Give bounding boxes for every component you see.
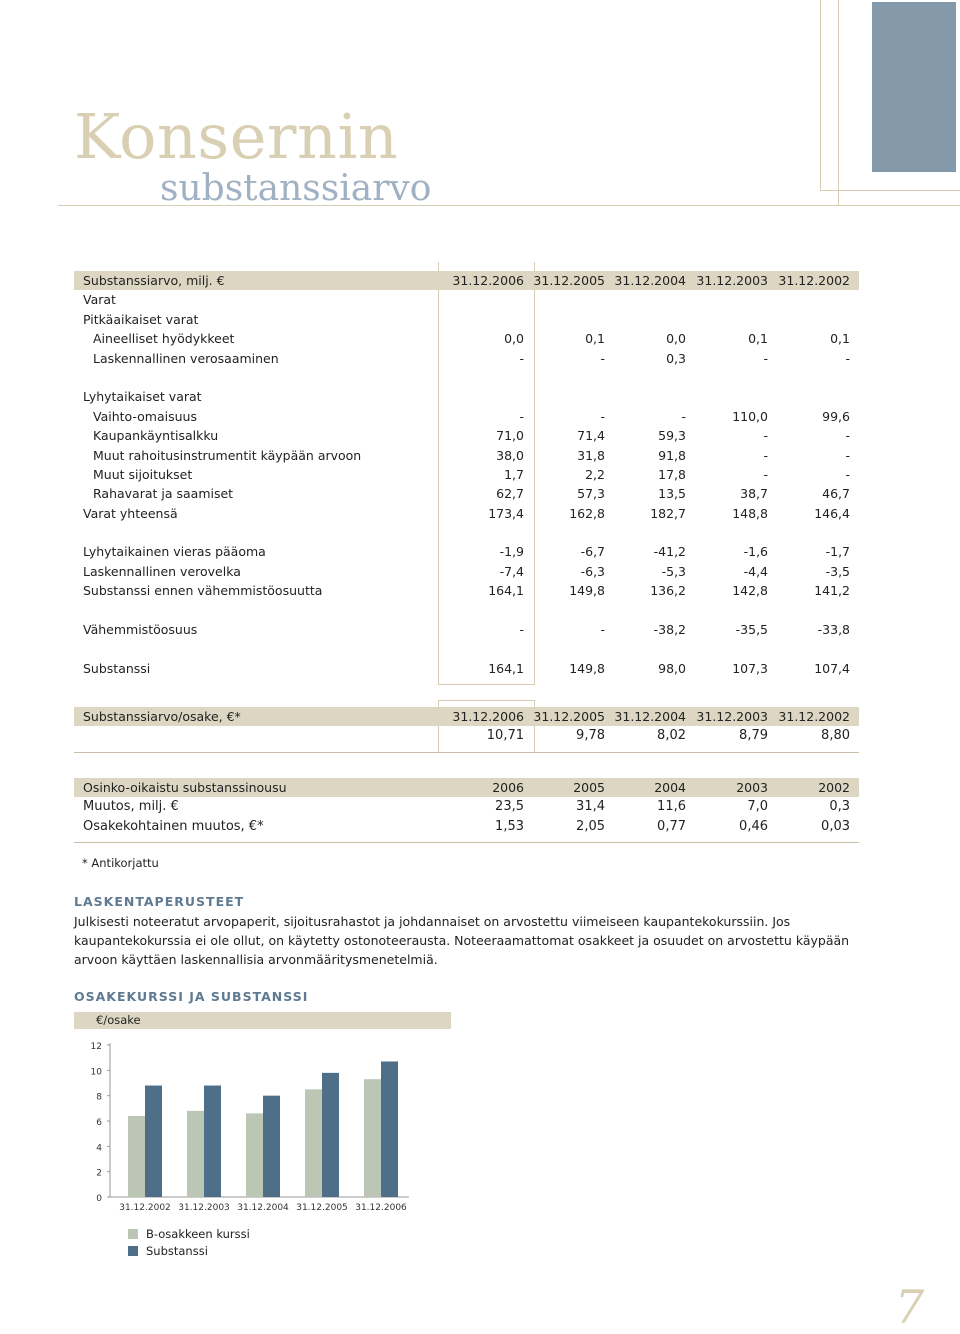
cell-value: -33,8 (817, 622, 850, 638)
bar-share-price (246, 1113, 263, 1197)
header-col: 31.12.2003 (696, 273, 768, 288)
table-row (74, 484, 859, 503)
cell-value: 149,8 (569, 660, 605, 676)
row-label: Laskennallinen verovelka (83, 563, 241, 579)
cell-value: - (845, 466, 850, 482)
header-col: 2004 (654, 780, 686, 795)
row-label: Lyhytaikaiset varat (83, 389, 202, 405)
header-col: 2003 (736, 780, 768, 795)
table-row (74, 504, 859, 523)
decor-line (438, 700, 535, 701)
header-col: 31.12.2004 (614, 273, 686, 288)
dividend-table (74, 778, 859, 836)
cell-value: - (519, 622, 524, 638)
header-col: 31.12.2003 (696, 709, 768, 724)
table-row (74, 620, 859, 639)
header-col: 2005 (573, 780, 605, 795)
cell-value: - (600, 622, 605, 638)
table-row (74, 797, 859, 816)
cell-value: 0,1 (585, 331, 605, 347)
header-col: 31.12.2006 (452, 709, 524, 724)
cell-value: 71,0 (496, 428, 524, 444)
cell-value: 146,4 (814, 505, 850, 521)
decor-line (838, 205, 960, 206)
legend-swatch (128, 1229, 138, 1239)
section-heading: LASKENTAPERUSTEET (74, 894, 245, 909)
spacer (74, 523, 859, 542)
x-tick-label: 31.12.2003 (178, 1203, 230, 1213)
y-tick-label: 8 (96, 1092, 102, 1103)
table-row (74, 542, 859, 561)
x-tick-label: 31.12.2002 (119, 1203, 171, 1213)
cell-value: - (519, 408, 524, 424)
cell-value: -1,9 (499, 544, 524, 560)
cell-value: 38,0 (496, 447, 524, 463)
table-row (74, 817, 859, 836)
cell-value: 107,4 (814, 660, 850, 676)
section-text: Julkisesti noteeratut arvopaperit, sijoitusrahastot ja johdannaiset on arvostettu viimeiseen kaupantekokurssiin. Jos kaupantekokurssia ei ole ollut, on käytetty ostonoteerausta. Noteeraamattomat osakkeet ja osuudet on arvostettu käypään arvoon käyttäen laskennallisia arvonmääritysmenetelmiä. (74, 914, 850, 967)
cell-value: 136,2 (650, 583, 686, 599)
table-row (74, 465, 859, 484)
decor-line (820, 0, 821, 190)
per-share-table (74, 707, 859, 746)
cell-value: - (763, 350, 768, 366)
cell-value: 10,71 (486, 728, 524, 744)
cell-value: 2,05 (576, 818, 605, 834)
spacer (74, 601, 859, 620)
cell-value: -38,2 (653, 622, 686, 638)
cell-value: 142,8 (732, 583, 768, 599)
cell-value: 17,8 (658, 466, 686, 482)
row-label: Vaihto-omaisuus (93, 408, 197, 424)
cell-value: - (763, 428, 768, 444)
chart-section-heading: OSAKEKURSSI JA SUBSTANSSI (74, 989, 309, 1004)
header-col: 31.12.2004 (614, 709, 686, 724)
cell-value: - (845, 447, 850, 463)
cell-value: 0,0 (504, 331, 524, 347)
bar-share-price (128, 1116, 145, 1197)
y-tick-label: 2 (96, 1168, 102, 1179)
bar-substance (263, 1096, 280, 1197)
row-label: Lyhytaikainen vieras pääoma (83, 544, 266, 560)
cell-value: 1,7 (504, 466, 524, 482)
table-row (74, 562, 859, 581)
cell-value: 141,2 (814, 583, 850, 599)
cell-value: -6,3 (580, 563, 605, 579)
cell-value: 110,0 (732, 408, 768, 424)
decor-line (438, 684, 535, 685)
cell-value: 98,0 (658, 660, 686, 676)
cell-value: 0,1 (830, 331, 850, 347)
cell-value: -6,7 (580, 544, 605, 560)
table-row (74, 446, 859, 465)
table-row (74, 387, 859, 406)
cell-value: 59,3 (658, 428, 686, 444)
cell-value: 71,4 (577, 428, 605, 444)
table-row (74, 290, 859, 309)
cell-value: 107,3 (732, 660, 768, 676)
cell-value: 11,6 (657, 799, 686, 815)
cell-value: -3,5 (825, 563, 850, 579)
row-label: Muutos, milj. € (83, 799, 179, 815)
table-row (74, 726, 859, 745)
bar-share-price (305, 1089, 322, 1197)
x-tick-label: 31.12.2005 (296, 1203, 348, 1213)
cell-value: 0,77 (657, 818, 686, 834)
table-header (74, 707, 859, 726)
header-col: 31.12.2006 (452, 273, 524, 288)
bar-substance (204, 1086, 221, 1197)
row-label: Substanssi ennen vähemmistöosuutta (83, 583, 323, 599)
cell-value: 7,0 (747, 799, 768, 815)
table-row (74, 426, 859, 445)
cell-value: 1,53 (495, 818, 524, 834)
cell-value: 162,8 (569, 505, 605, 521)
decor-blue-square (872, 2, 956, 172)
table-row (74, 407, 859, 426)
cell-value: 0,0 (666, 331, 686, 347)
legend-swatch (128, 1246, 138, 1256)
cell-value: 99,6 (822, 408, 850, 424)
header-label: Osinko-oikaistu substanssinousu (83, 780, 287, 795)
table-row (74, 349, 859, 368)
row-label: Rahavarat ja saamiset (93, 486, 234, 502)
bar-share-price (187, 1111, 204, 1197)
cell-value: 2,2 (585, 466, 605, 482)
cell-value: 9,78 (576, 728, 605, 744)
header-col: 31.12.2002 (778, 709, 850, 724)
header-col: 2006 (492, 780, 524, 795)
decor-line (838, 0, 839, 205)
header-label: Substanssiarvo, milj. € (83, 273, 225, 288)
table-row (74, 659, 859, 678)
cell-value: 182,7 (650, 505, 686, 521)
table-row (74, 581, 859, 600)
cell-value: 23,5 (495, 799, 524, 815)
cell-value: - (845, 428, 850, 444)
header-col: 2002 (818, 780, 850, 795)
row-label: Vähemmistöosuus (83, 622, 198, 638)
cell-value: 0,46 (739, 818, 768, 834)
spacer (74, 639, 859, 658)
cell-value: - (763, 466, 768, 482)
substance-table (74, 271, 859, 678)
legend-label: B-osakkeen kurssi (146, 1227, 250, 1241)
row-label: Aineelliset hyödykkeet (93, 331, 235, 347)
row-label: Varat yhteensä (83, 505, 178, 521)
cell-value: 149,8 (569, 583, 605, 599)
y-tick-label: 12 (90, 1042, 102, 1052)
table-header (74, 271, 859, 290)
table-row (74, 329, 859, 348)
cell-value: -1,6 (743, 544, 768, 560)
page-subtitle: substanssiarvo (160, 168, 432, 209)
table-row (74, 310, 859, 329)
cell-value: 173,4 (488, 505, 524, 521)
legend-item (128, 1227, 250, 1241)
spacer (74, 368, 859, 387)
cell-value: -1,7 (825, 544, 850, 560)
cell-value: 148,8 (732, 505, 768, 521)
cell-value: 62,7 (496, 486, 524, 502)
decor-line (820, 190, 960, 191)
chart-title: €/osake (96, 1013, 141, 1027)
cell-value: 57,3 (577, 486, 605, 502)
divider (74, 752, 859, 753)
page-number: 7 (895, 1280, 925, 1334)
cell-value: -4,4 (743, 563, 768, 579)
header-label: Substanssiarvo/osake, €* (83, 709, 241, 724)
cell-value: - (600, 408, 605, 424)
row-label: Pitkäaikaiset varat (83, 311, 199, 327)
row-label: Muut rahoitusinstrumentit käypään arvoon (93, 447, 362, 463)
header-col: 31.12.2005 (533, 273, 605, 288)
row-label: Osakekohtainen muutos, €* (83, 818, 264, 834)
bar-substance (322, 1073, 339, 1197)
cell-value: 8,79 (739, 728, 768, 744)
bar-substance (381, 1061, 398, 1197)
row-label: Kaupankäyntisalkku (93, 428, 219, 444)
x-tick-label: 31.12.2004 (237, 1203, 289, 1213)
cell-value: 8,02 (657, 728, 686, 744)
cell-value: -41,2 (653, 544, 686, 560)
row-label: Laskennallinen verosaaminen (93, 350, 279, 366)
cell-value: 0,3 (666, 350, 686, 366)
y-tick-label: 6 (96, 1118, 102, 1128)
cell-value: 0,03 (821, 818, 850, 834)
cell-value: - (845, 350, 850, 366)
cell-value: - (763, 447, 768, 463)
chart-title-bar (74, 1012, 451, 1029)
legend-item (128, 1244, 208, 1258)
cell-value: 8,80 (821, 728, 850, 744)
header-col: 31.12.2002 (778, 273, 850, 288)
bar-chart (60, 1030, 460, 1220)
cell-value: 0,3 (829, 799, 850, 815)
cell-value: 164,1 (488, 583, 524, 599)
cell-value: 31,4 (576, 799, 605, 815)
table-header (74, 778, 859, 797)
y-tick-label: 0 (96, 1194, 102, 1204)
footnote: * Antikorjattu (82, 856, 159, 870)
cell-value: -35,5 (735, 622, 768, 638)
cell-value: - (600, 350, 605, 366)
cell-value: - (681, 408, 686, 424)
row-label: Varat (83, 292, 116, 308)
cell-value: 164,1 (488, 660, 524, 676)
cell-value: 13,5 (658, 486, 686, 502)
cell-value: 0,1 (748, 331, 768, 347)
row-label: Substanssi (83, 660, 151, 676)
bar-substance (145, 1086, 162, 1197)
bar-share-price (364, 1079, 381, 1197)
cell-value: 46,7 (822, 486, 850, 502)
divider (74, 842, 859, 843)
cell-value: 31,8 (577, 447, 605, 463)
cell-value: -7,4 (499, 563, 524, 579)
legend-label: Substanssi (146, 1244, 208, 1258)
cell-value: 91,8 (658, 447, 686, 463)
row-label: Muut sijoitukset (93, 466, 193, 482)
x-tick-label: 31.12.2006 (355, 1203, 407, 1213)
y-tick-label: 10 (90, 1067, 102, 1078)
page-title: Konsernin (74, 100, 399, 173)
cell-value: 38,7 (740, 486, 768, 502)
cell-value: - (519, 350, 524, 366)
header-col: 31.12.2005 (533, 709, 605, 724)
cell-value: -5,3 (661, 563, 686, 579)
y-tick-label: 4 (96, 1143, 102, 1154)
